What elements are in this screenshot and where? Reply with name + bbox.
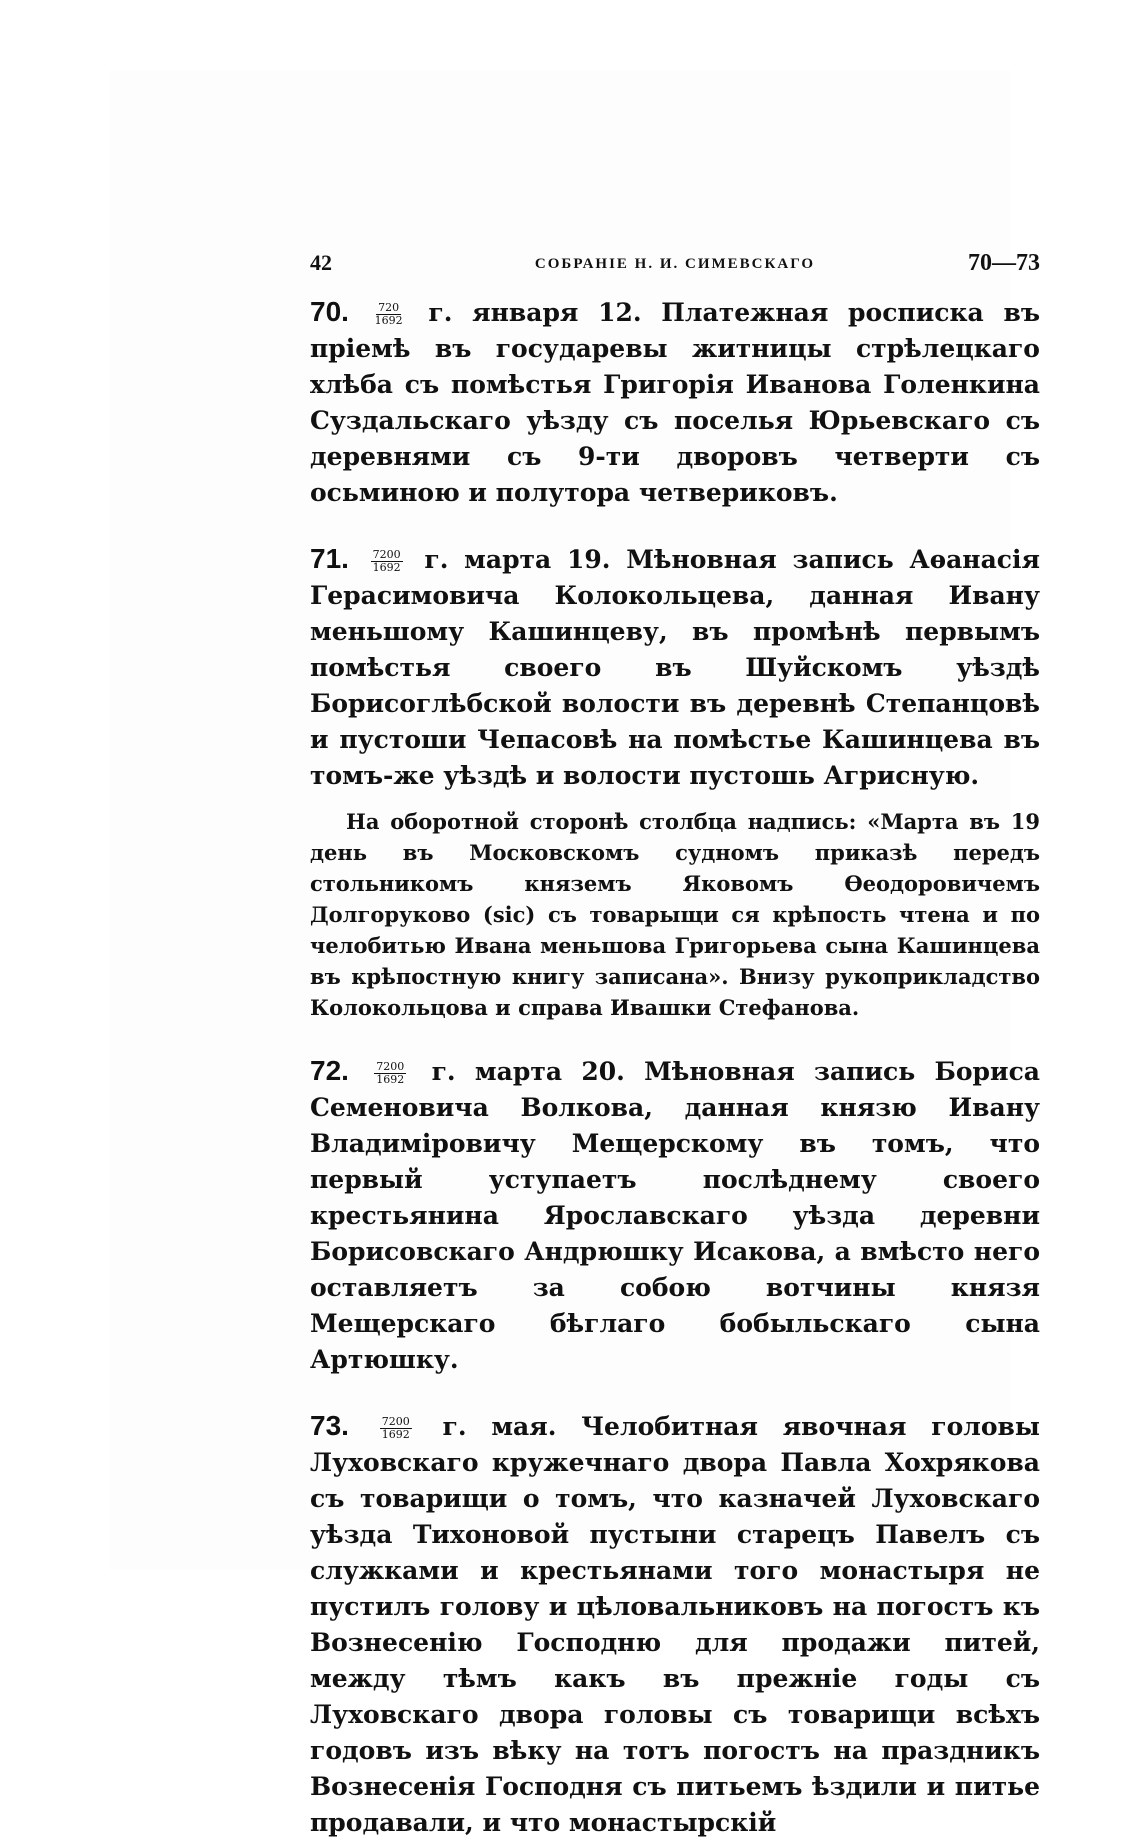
entry-number: 72. (310, 1055, 349, 1086)
year-fraction: $\frac{720}{1692}$ (374, 301, 403, 327)
entry-number: 71. (310, 543, 349, 574)
entry-number: 73. (310, 1410, 349, 1441)
entry-70 (310, 294, 1040, 511)
entry-72 (310, 1053, 1040, 1378)
running-title: СОБРАНІЕ Н. И. СИМЕВСКАГО (534, 256, 816, 272)
entry-text: г. марта 20. Мѣновная запись Бориса Семеновича Волкова, данная князю Ивану Владиміровичу Мещерскому въ томъ, что первый уступаетъ послѣднему своего крестьянина Ярославскаго уѣзда деревни Борисовскаго Андрюшку Исакова, а вмѣсто него оставляетъ за собою вотчины князя Мещерскаго бѣглаго бобыльскаго сына Артюшку. (310, 1057, 1040, 1374)
page-number: 42 (310, 250, 332, 275)
entry-text: г. марта 19. Мѣновная запись Аѳанасія Герасимовича Колокольцева, данная Ивану меньшому Кашинцеву, въ промѣнѣ первымъ помѣстья своего въ Шуйскомъ уѣздѣ Борисоглѣбской волости въ деревнѣ Степанцовѣ и пустоши Чепасовѣ на помѣстье Кашинцева въ томъ-же уѣздѣ и волости пустошь Агрисную. (310, 545, 1040, 790)
scanned-page (110, 70, 1040, 1837)
entry-text: г. мая. Челобитная явочная головы Луховскаго кружечнаго двора Павла Хохрякова съ товарищи о томъ, что казначей Луховскаго уѣзда Тихоновой пустыни старецъ Павелъ съ служками и крестьянами того монастыря не пустилъ голову и цѣловальниковъ на погостъ къ Вознесенію Господню для продажи питей, между тѣмъ какъ въ прежніе годы съ Луховскаго двора головы съ товарищи всѣхъ годовъ изъ вѣку на тотъ погостъ на праздникъ Вознесенія Господня съ питьемъ ѣздили и питье продавали, и что монастырскій (310, 1412, 1040, 1837)
year-fraction: $\frac{7200}{1692}$ (376, 1060, 405, 1086)
page-content (310, 250, 1040, 1841)
entry-range: 70—73 (968, 250, 1040, 276)
entry-71 (310, 541, 1040, 794)
year-fraction: $\frac{7200}{1692}$ (372, 548, 401, 574)
year-fraction: $\frac{7200}{1692}$ (381, 1415, 410, 1441)
entry-number: 70. (310, 296, 349, 327)
entry-text: г. января 12. Платежная роспиcка въ пріемѣ въ государевы житницы стрѣлецкаго хлѣба съ помѣстья Григорія Иванова Голенкина Суздальскаго уѣзду съ поселья Юрьевскаго съ деревнями съ 9-ти дворовъ четверти съ осьминою и полутора четвериковъ. (310, 298, 1040, 507)
entry-73 (310, 1408, 1040, 1841)
running-header (310, 250, 1040, 290)
entry-71-note: На оборотной сторонѣ столбца надпись: «Марта въ 19 день въ Московскомъ судномъ приказѣ передъ стольникомъ княземъ Яковомъ Ѳеодоровичемъ Долгоруково (sic) съ товарыщи ся крѣпость чтена и по челобитью Ивана меньшова Григорьева сына Кашинцева въ крѣпостную книгу записана». Внизу рукоприкладство Колокольцова и справа Ивашки Стефанова. (310, 809, 1040, 1020)
